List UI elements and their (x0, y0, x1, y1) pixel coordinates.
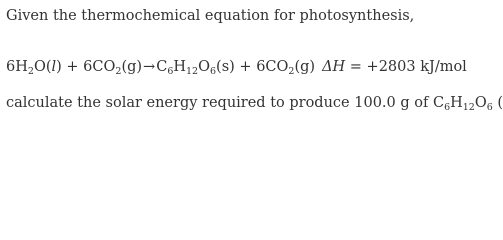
co2-reactant: $6CO_2(g)$ (83, 59, 143, 77)
plus-sign-2: + (234, 59, 257, 75)
water-coefficient: 6 (6, 59, 16, 75)
enthalpy-change: ΔH = +2803 kJ/mol (322, 59, 467, 75)
co2-product: $6CO_2(g)$ (256, 59, 316, 77)
plus-sign: + (61, 59, 84, 75)
thermochemical-equation (6, 58, 467, 76)
reaction-arrow: → (143, 59, 156, 75)
cut-off-parenthesis: ( (497, 95, 503, 111)
glucose-product: $C_6H_{12}O_6(s)$ (156, 59, 235, 77)
question-text: calculate the solar energy required to produce 100.0 g of $C_6H_{12}O_6$ ( (6, 95, 503, 113)
intro-text: Given the thermochemical equation for photosynthesis, (6, 8, 415, 24)
water-formula: $H_2O(l)$ (15, 59, 62, 77)
